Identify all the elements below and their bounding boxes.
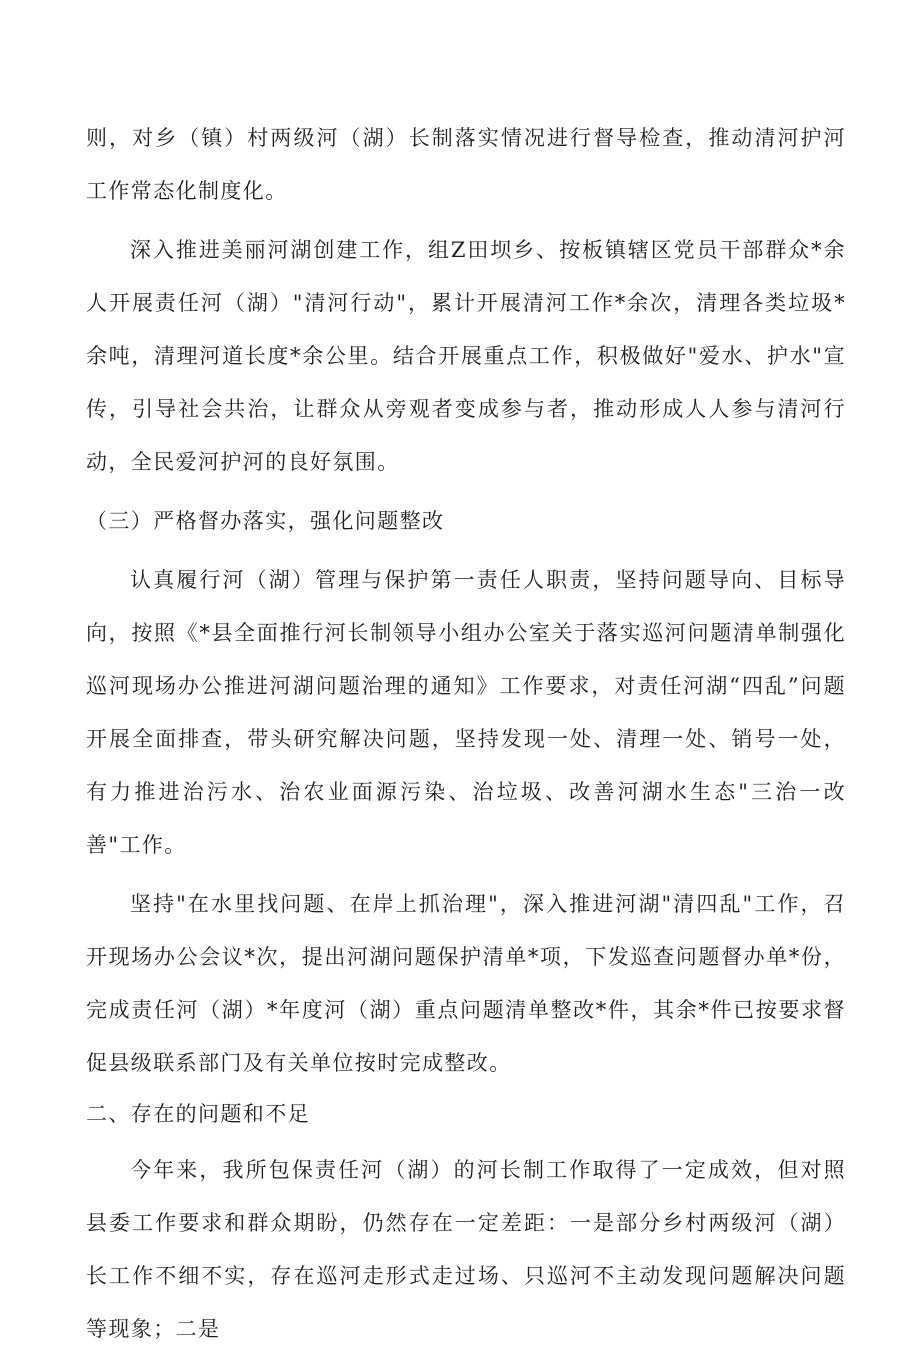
section-heading-supervision: （三）严格督办落实，强化问题整改 [86, 509, 445, 533]
document-body [86, 112, 846, 1356]
paragraph-problems: 今年来，我所包保责任河（湖）的河长制工作取得了一定成效，但对照县委工作要求和群众期盼，仍然存在一定差距：一是部分乡村两级河（湖）长工作不细不实，存在巡河走形式走过场、只巡河不主动发现问题解决问题等现象；二是 [86, 1158, 846, 1341]
paragraph-four-chaos: 坚持"在水里找问题、在岸上抓治理"，深入推进河湖"清四乱"工作，召开现场办公会议*次，提出河湖问题保护清单*项，下发巡查问题督办单*份，完成责任河（湖）*年度河（湖）重点问题清单整改*件，其余*件已按要求督促县级联系部门及有关单位按时完成整改。 [86, 892, 846, 1075]
paragraph-responsibility: 认真履行河（湖）管理与保护第一责任人职责，坚持问题导向、目标导向，按照《*县全面推行河长制领导小组办公室关于落实巡河问题清单制强化巡河现场办公推进河湖问题治理的通知》工作要求，对责任河湖“四乱”问题开展全面排查，带头研究解决问题，坚持发现一处、清理一处、销号一处，有力推进治污水、治农业面源污染、治垃圾、改善河湖水生态"三治一改善"工作。 [86, 568, 846, 857]
paragraph-river-creation: 深入推进美丽河湖创建工作，组Z田坝乡、按板镇辖区党员干部群众*余人开展责任河（湖）"清河行动"，累计开展清河工作*余次，清理各类垃圾*余吨，清理河道长度*余公里。结合开展重点工作，积极做好"爱水、护水"宣传，引导社会共治，让群众从旁观者变成参与者，推动形成人人参与清河行动，全民爱河护河的良好氛围。 [86, 238, 846, 474]
section-heading-problems: 二、存在的问题和不足 [86, 1102, 310, 1126]
paragraph-continuation: 则，对乡（镇）村两级河（湖）长制落实情况进行督导检查，推动清河护河工作常态化制度化。 [86, 126, 846, 203]
